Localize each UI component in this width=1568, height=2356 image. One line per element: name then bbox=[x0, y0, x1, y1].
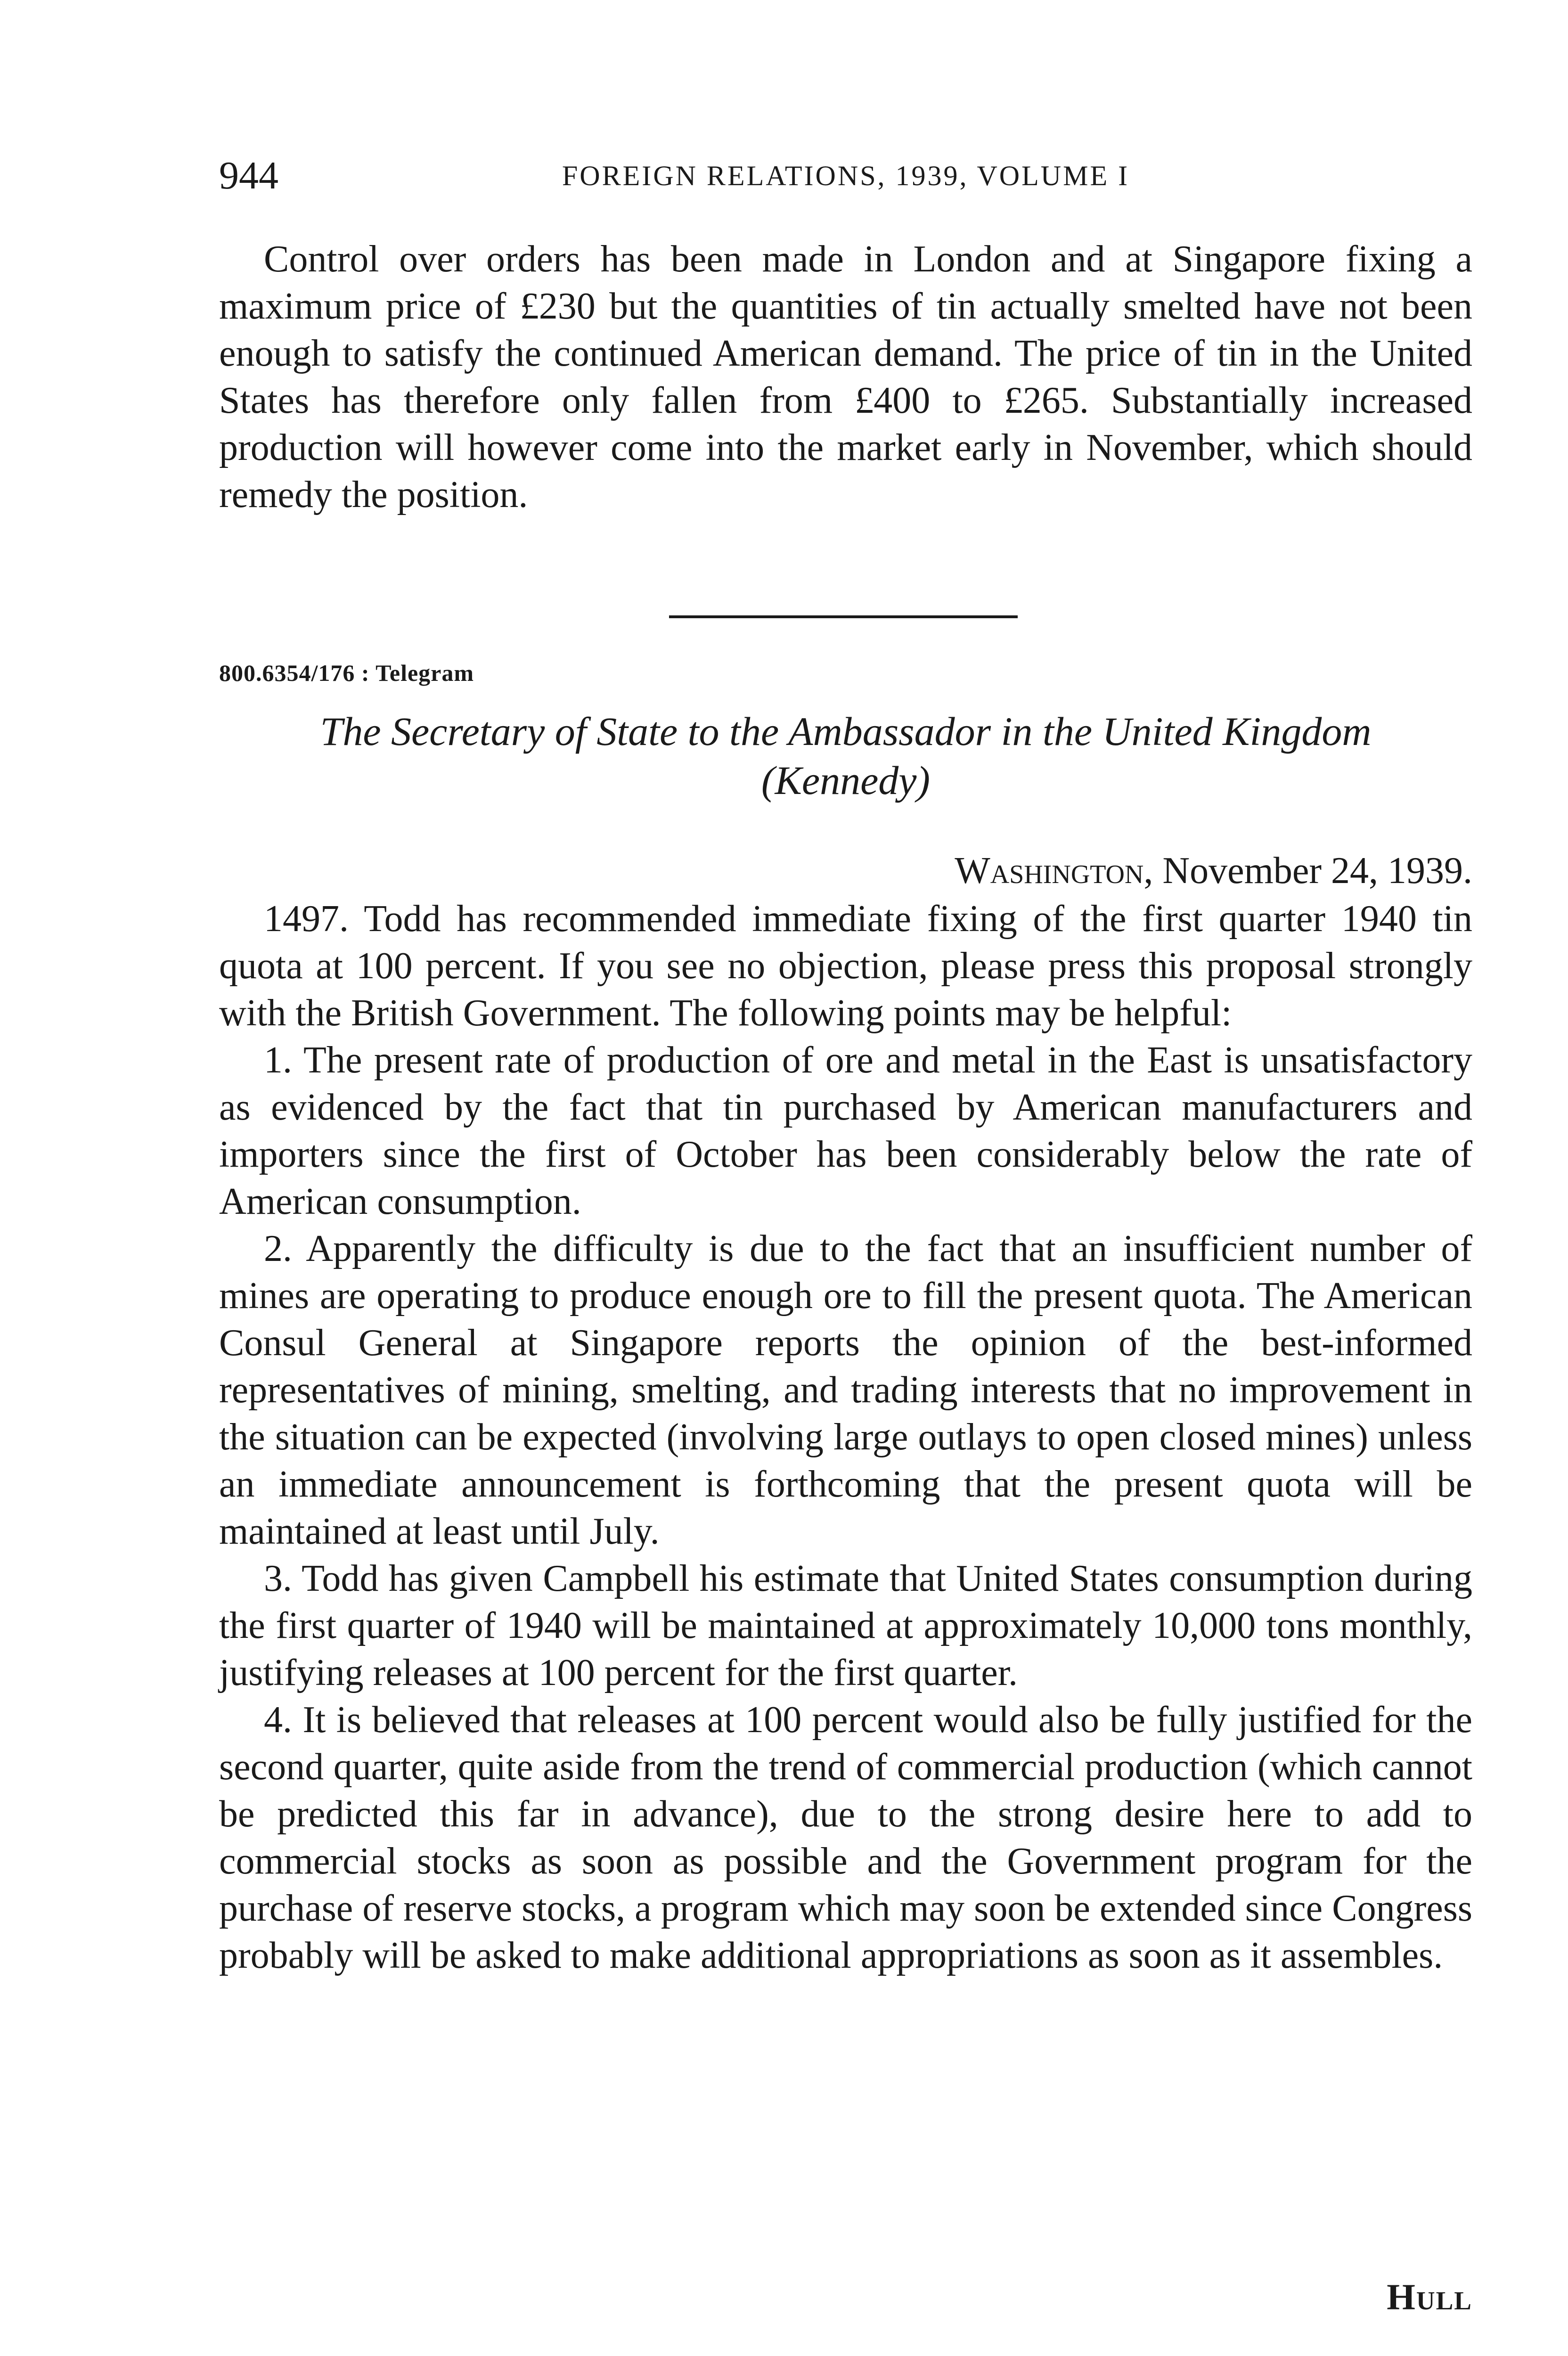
telegram-paragraph: 3. Todd has given Campbell his estimate that United States consumption during the first quarter of 1940 will be maintained at approximately 10,000 tons monthly, justifying releases at 100 percent for the first quarter. bbox=[219, 1558, 1472, 1693]
telegram-paragraph: 2. Apparently the difficulty is due to the fact that an insufficient number of mines are operating to produce enough ore to fill the present quota. The American Consul General at Singapore reports the opinion of the best-informed representatives of mining, smelting, and trading interests that no improvement in the situation can be expected (involving large outlays to open closed mines) unless an immediate announcement is forthcoming that the present quota will be maintained at least until July. bbox=[219, 1228, 1472, 1552]
document-title-line-2: (Kennedy) bbox=[761, 758, 931, 803]
document-title-line-1: The Secretary of State to the Ambassador in the United Kingdom bbox=[320, 709, 1372, 754]
section-divider bbox=[669, 615, 1018, 618]
dateline-place: Washington, bbox=[955, 850, 1153, 892]
signature: Hull bbox=[1387, 2276, 1472, 2317]
running-head: FOREIGN RELATIONS, 1939, VOLUME I bbox=[562, 160, 1130, 191]
dateline bbox=[219, 847, 1472, 894]
dateline-date: November 24, 1939. bbox=[1162, 850, 1472, 892]
document-title bbox=[219, 707, 1472, 805]
file-reference: 800.6354/176 : Telegram bbox=[219, 660, 474, 686]
telegram-paragraph: 4. It is believed that releases at 100 percent would also be fully justified for the second quarter, quite aside from the trend of commercial production (which cannot be predicted this far in advance), due to the strong desire here to add to commercial stocks as soon as possible and the Government program for the purchase of reserve stocks, a program which may soon be extended since Congress probably will be asked to make additional appropriations as soon as it assembles. bbox=[219, 1699, 1472, 1976]
telegram-paragraph: 1497. Todd has recommended immediate fixing of the first quarter 1940 tin quota at 100 percent. If you see no objection, please press this proposal strongly with the British Government. The following points may be helpful: bbox=[219, 898, 1472, 1034]
page-number: 944 bbox=[219, 154, 278, 197]
intro-paragraph-block bbox=[219, 236, 1472, 518]
intro-paragraph: Control over orders has been made in London and at Singapore fixing a maximum price of £230 but the quantities of tin actually smelted have not been enough to satisfy the continued American demand. The price of tin in the United States has therefore only fallen from £400 to £265. Substantially increased production will however come into the market early in November, which should remedy the position. bbox=[219, 238, 1472, 515]
telegram-body bbox=[219, 895, 1472, 1979]
page-header bbox=[219, 150, 1472, 202]
telegram-paragraph: 1. The present rate of production of ore and metal in the East is unsatisfactory as evidenced by the fact that tin purchased by American manufacturers and importers since the first of October has been considerably below the rate of American consumption. bbox=[219, 1039, 1472, 1222]
